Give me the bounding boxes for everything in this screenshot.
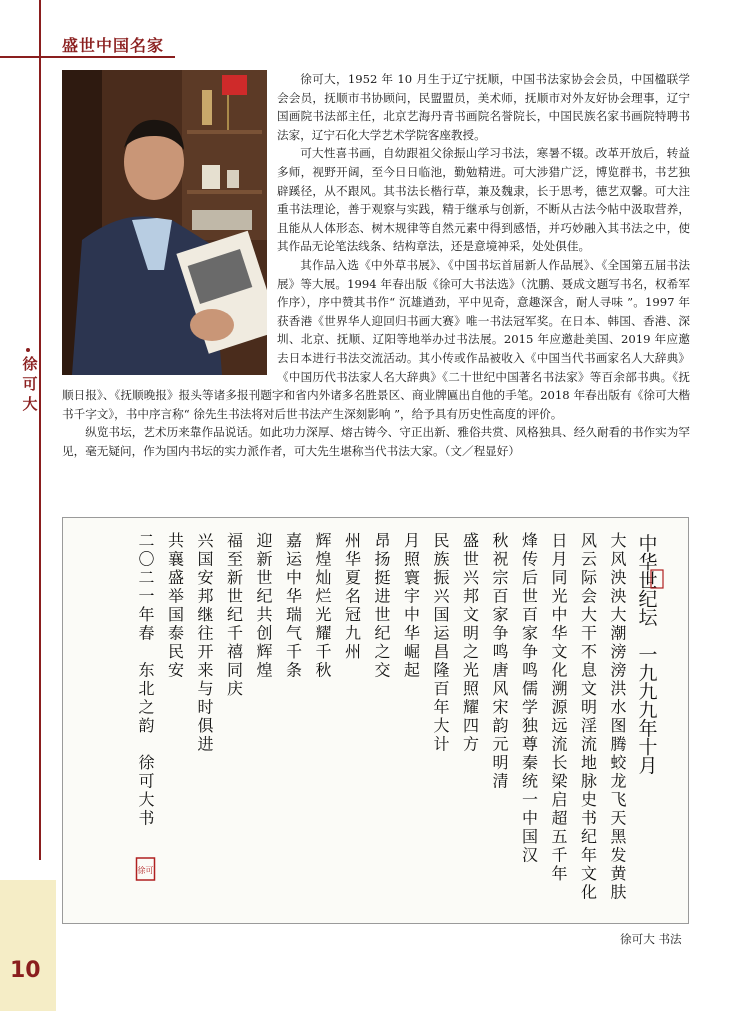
calligraphy-char: 共 (167, 531, 185, 550)
calligraphy-char: 风 (580, 531, 598, 550)
calligraphy-char: 之 (138, 697, 155, 717)
calligraphy-char: 宗 (492, 568, 509, 587)
top-horizontal-rule (0, 56, 175, 58)
calligraphy-char: 超 (551, 808, 568, 828)
calligraphy-char: 州 (344, 642, 362, 661)
page-corner-block (0, 880, 56, 1011)
calligraphy-char: 统 (521, 771, 539, 791)
calligraphy-canvas (63, 518, 688, 923)
calligraphy-char: 华 (403, 623, 421, 643)
calligraphy-char: 泱 (610, 586, 627, 606)
calligraphy-char: 秋 (492, 531, 509, 550)
calligraphy-char: 纪 (374, 623, 391, 643)
calligraphy-char: 气 (285, 623, 303, 643)
calligraphy-char: 煌 (315, 549, 332, 569)
calligraphy-char: 年 (433, 697, 450, 717)
calligraphy-char: 辉 (315, 531, 332, 550)
calligraphy-char: 云 (580, 549, 598, 569)
calligraphy-char: 至 (226, 549, 244, 569)
calligraphy-char: 传 (521, 549, 539, 569)
calligraphy-char: 泱 (610, 568, 627, 587)
calligraphy-char: 蛟 (610, 753, 627, 772)
calligraphy-char: 宋 (492, 697, 509, 717)
calligraphy-char: 中 (521, 808, 539, 828)
calligraphy-column (433, 531, 450, 754)
calligraphy-char: 辉 (256, 642, 273, 661)
calligraphy-char: 图 (610, 716, 627, 735)
calligraphy-char: 进 (197, 734, 214, 754)
calligraphy-char: 流 (551, 734, 568, 754)
calligraphy-char: 天 (610, 808, 627, 828)
calligraphy-char: 儒 (521, 679, 539, 698)
calligraphy-char: 世 (462, 549, 480, 569)
calligraphy-char: 运 (285, 549, 303, 569)
left-vertical-rule (39, 0, 41, 860)
calligraphy-char: 烂 (315, 586, 332, 606)
calligraphy-char: 唐 (492, 660, 509, 680)
sidebar-dot (26, 348, 30, 352)
calligraphy-char: 鸣 (521, 660, 539, 680)
calligraphy-char: 之 (374, 642, 391, 661)
calligraphy-char: 邦 (197, 586, 214, 606)
calligraphy-char: 照 (403, 549, 421, 569)
calligraphy-char: 独 (521, 716, 539, 735)
calligraphy-char: 徐 (138, 753, 155, 772)
calligraphy-char: 东 (138, 660, 155, 680)
calligraphy-char: 月 (638, 755, 658, 777)
calligraphy-char: 世 (374, 605, 391, 624)
calligraphy-char: 世 (638, 570, 658, 592)
calligraphy-char: 同 (551, 568, 568, 587)
calligraphy-column (463, 531, 480, 754)
calligraphy-char: 风 (610, 549, 627, 569)
calligraphy-char: 一 (521, 790, 539, 809)
calligraphy-char: 风 (492, 679, 509, 698)
calligraphy-char: 脉 (580, 771, 598, 791)
calligraphy-char: 国 (433, 605, 450, 624)
calligraphy-char: 耀 (315, 623, 332, 643)
calligraphy-char: 之 (462, 642, 480, 661)
calligraphy-char: 清 (492, 771, 509, 791)
calligraphy-char: 光 (315, 605, 332, 624)
calligraphy-char: 民 (433, 531, 450, 550)
calligraphy-char: 盛 (462, 531, 480, 550)
calligraphy-char: 二 (138, 531, 155, 550)
calligraphy-char: 族 (433, 549, 450, 569)
calligraphy-char: 昌 (433, 642, 450, 661)
calligraphy-char: 昂 (374, 531, 391, 550)
calligraphy-char: 来 (197, 660, 214, 680)
calligraphy-char: 五 (551, 827, 568, 846)
calligraphy-char: 世 (256, 568, 273, 587)
calligraphy-char: 文 (580, 679, 598, 698)
calligraphy-column (610, 531, 627, 902)
calligraphy-char: 新 (256, 549, 273, 569)
calligraphy-char: 化 (551, 660, 568, 680)
calligraphy-char: 月 (403, 531, 421, 550)
calligraphy-artwork (62, 517, 689, 924)
calligraphy-column (256, 531, 272, 680)
calligraphy-char: 启 (551, 790, 568, 809)
calligraphy-column (197, 531, 214, 754)
bio-paragraph-study: 可大性喜书画，自幼跟祖父徐振山学习书法，寒暑不辍。改革开放后，转益多师，视野开阔，至今日日临池，勤勉精进。可大涉猎广泛，博览群书，书艺独辟蹊径，从不跟风。其书法长楷行草，兼及魏隶，长于思考，德艺双馨。可大注重书法理论，善于观察与实践，精于继承与创新，不断从古法今帖中汲取营养，且能从人体形态、树木规律等自然元素中得到感悟，并巧妙融入其书法之中，使其作品无论笔法线条、结构章法，还是意境神采，处处俱佳。 (277, 146, 690, 254)
calligraphy-char: 日 (551, 531, 568, 550)
calligraphy-char: 家 (492, 605, 509, 624)
calligraphy-char: 干 (580, 623, 598, 643)
calligraphy-char: 世 (521, 586, 539, 606)
calligraphy-char: 光 (551, 586, 568, 606)
calligraphy-char: 起 (403, 660, 421, 680)
calligraphy-char: 安 (197, 568, 214, 587)
calligraphy-char: 秋 (315, 660, 332, 680)
calligraphy-char: 九 (638, 699, 658, 722)
calligraphy-char: 化 (580, 882, 598, 902)
calligraphy-char: 光 (462, 660, 480, 680)
calligraphy-char: 秦 (521, 753, 539, 772)
calligraphy-column (404, 531, 421, 680)
calligraphy-char: 往 (197, 623, 214, 643)
calligraphy-char: 滂 (610, 660, 627, 680)
calligraphy-char: 冠 (344, 605, 362, 624)
calligraphy-char: 挺 (374, 568, 391, 587)
calligraphy-char: 肤 (610, 882, 627, 902)
calligraphy-char: 黄 (610, 864, 627, 883)
calligraphy-char: 韵 (138, 716, 155, 735)
calligraphy-char: 福 (226, 531, 244, 550)
calligraphy-char: 华 (638, 551, 658, 574)
calligraphy-char: 嘉 (285, 531, 303, 550)
calligraphy-char: 黑 (610, 827, 627, 846)
calligraphy-char: 大 (433, 716, 450, 735)
calligraphy-char: 同 (226, 660, 244, 680)
calligraphy-char: 九 (638, 662, 658, 685)
calligraphy-char: 兴 (197, 531, 214, 550)
calligraphy-char: 烽 (521, 531, 539, 550)
calligraphy-char: 大 (580, 605, 598, 624)
calligraphy-column (138, 531, 154, 828)
calligraphy-char: 腾 (610, 734, 627, 754)
calligraphy-column (374, 531, 390, 680)
calligraphy-char: 坛 (638, 607, 658, 629)
calligraphy-char: 可 (138, 771, 155, 791)
calligraphy-char: 中 (638, 533, 658, 555)
calligraphy-char: 汉 (521, 845, 539, 865)
calligraphy-char: 开 (197, 642, 214, 661)
calligraphy-char: 争 (521, 642, 539, 661)
calligraphy-char: 邦 (462, 586, 480, 606)
calligraphy-char: 九 (344, 623, 362, 643)
calligraphy-char: 盛 (167, 568, 185, 587)
calligraphy-char: 纪 (226, 605, 244, 624)
calligraphy-char: 年 (551, 864, 568, 883)
calligraphy-column (227, 531, 243, 698)
calligraphy-char: 文 (580, 864, 598, 883)
calligraphy-char: 年 (580, 845, 598, 865)
calligraphy-char: 百 (521, 605, 539, 624)
calligraphy-char: 明 (580, 697, 598, 717)
calligraphy-char: 隆 (433, 660, 450, 680)
calligraphy-char: 世 (226, 586, 244, 606)
calligraphy-char: 创 (256, 623, 273, 643)
bio-paragraph-works: 其作品入选《中外草书展》、《中国书坛首届新人作品展》、《全国第五届书法展》等大展。1994 年春出版《徐可大书法选》（沈鹏、聂成文题写书名，权希军作序），序中赞其书作“ 沉雄遒劲，平中见奇，意趣深含，耐人寻味 ”。1997 年获香港《世界华人迎回归书画大赛》唯一书法冠军奖。在日本、韩国、香港、深圳、北京、抚顺、辽阳等地举办过书法展。2015 年应邀赴美国、2019 年应邀去日本进行书法交流活动。其小传或作品被收入《中国当代书画家名人大辞典》《中国历代书法家人名大辞典》《二十世纪中国著名书法家》等百余部书典。《抚顺日报》、《抚顺晚报》报头等诸多报刊题字和省内外诸多名胜景区、商业牌匾出自他的手笔。2018 年春出版有《徐可大楷书千字文》，书中序言称“ 徐先生书法将对后世书法产生深刻影响 ”，给予具有历史性高度的评价。 (62, 257, 690, 421)
calligraphy-char: 会 (580, 586, 598, 606)
calligraphy-char: 交 (374, 660, 391, 680)
page-number: 10 (10, 958, 41, 983)
calligraphy-char: 发 (610, 845, 627, 865)
calligraphy-char: 条 (285, 660, 303, 680)
calligraphy-char: 纪 (638, 588, 658, 611)
calligraphy-char: 源 (551, 697, 568, 717)
calligraphy-char: 文 (551, 642, 568, 661)
calligraphy-char: 举 (167, 586, 185, 606)
calligraphy-column (492, 531, 508, 791)
calligraphy-char: 百 (433, 679, 450, 698)
calligraphy-char: 梁 (551, 771, 568, 791)
section-header: 盛世中国名家 (62, 36, 165, 55)
calligraphy-char: 迎 (256, 531, 273, 550)
calligraphy-char: 明 (492, 753, 509, 772)
calligraphy-char: 水 (610, 697, 627, 717)
calligraphy-char: 年 (138, 605, 155, 624)
calligraphy-char: 襄 (167, 549, 185, 569)
calligraphy-char: 尊 (521, 734, 539, 754)
calligraphy-char: 禧 (226, 642, 244, 661)
calligraphy-char: 大 (138, 790, 155, 809)
calligraphy-char: 与 (197, 679, 214, 698)
calligraphy-char: 共 (256, 605, 273, 624)
calligraphy-column (551, 531, 568, 883)
calligraphy-char: 华 (344, 549, 362, 569)
calligraphy-char: 瑞 (285, 605, 303, 624)
calligraphy-column (581, 531, 598, 902)
calligraphy-char: 中 (285, 568, 303, 587)
calligraphy-char: 照 (462, 679, 480, 698)
calligraphy-char: 国 (167, 605, 185, 624)
calligraphy-char: 千 (551, 845, 568, 865)
calligraphy-column (168, 531, 184, 680)
artwork-caption: 徐可大 书法 (620, 932, 682, 946)
calligraphy-char: 争 (492, 623, 509, 643)
calligraphy-char: 振 (433, 568, 450, 587)
calligraphy-char: 息 (580, 660, 598, 680)
calligraphy-char: 进 (374, 586, 391, 606)
calligraphy-char: 崛 (403, 642, 421, 661)
calligraphy-char: 九 (638, 681, 658, 703)
calligraphy-char: 明 (462, 623, 480, 643)
calligraphy-char: 庆 (226, 679, 244, 698)
calligraphy-column (286, 531, 303, 680)
calligraphy-char: 洪 (610, 679, 627, 698)
calligraphy-char: 大 (610, 531, 627, 550)
calligraphy-char: 泰 (167, 623, 185, 643)
bio-paragraph-summary: 纵览书坛，艺术历来靠作品说话。如此功力深厚、熔古铸今、守正出新、雅俗共赏、风格独具、经久耐看的书作实为罕见，毫无疑问，作为国内书坛的实力派作者，可大先生堪称当代书法大家。（文／程显好） (62, 425, 690, 458)
calligraphy-char: 华 (551, 623, 568, 643)
calligraphy-char: 二 (138, 568, 155, 587)
calligraphy-char: 耀 (462, 697, 480, 717)
sidebar-artist-name: 徐可大 (22, 355, 38, 413)
calligraphy-char: 中 (551, 605, 568, 624)
calligraphy-char: 兴 (433, 586, 450, 606)
calligraphy-char: 文 (462, 605, 480, 624)
calligraphy-char: 地 (580, 753, 598, 772)
calligraphy-char: 继 (197, 605, 214, 624)
calligraphy-char: 长 (551, 753, 568, 772)
calligraphy-char: 淫 (580, 716, 598, 735)
bio-paragraph-intro: 徐可大，1952 年 10 月生于辽宁抚顺，中国书法家协会会员，中国楹联学会会员，抚顺市书协顾问，民盟盟员，美术师，抚顺市对外友好协会理事，辽宁国画院书法部主任，北京艺海丹青书画院名誉院长，中国民族名家书画院特聘书法家，辽宁石化大学艺术学院客座教授。 (277, 72, 690, 142)
calligraphy-char: 宇 (403, 586, 421, 606)
calligraphy-char: 飞 (610, 790, 627, 809)
artist-biography (62, 70, 690, 460)
calligraphy-char: 四 (462, 716, 480, 735)
calligraphy-char: 一 (638, 644, 658, 666)
seal-stamp-text: 徐可 (137, 866, 154, 875)
calligraphy-char: 运 (433, 623, 450, 643)
calligraphy-char: 夏 (344, 568, 362, 587)
calligraphy-char: 州 (344, 531, 362, 550)
calligraphy-char: 新 (226, 568, 244, 587)
calligraphy-char: 国 (197, 549, 214, 569)
calligraphy-char: 一 (138, 586, 155, 606)
calligraphy-char: 计 (433, 734, 450, 754)
calligraphy-char: 俱 (197, 716, 214, 735)
calligraphy-char: 史 (580, 790, 598, 809)
calligraphy-char: 龙 (610, 771, 627, 791)
calligraphy-char: 大 (610, 605, 627, 624)
calligraphy-char: 鸣 (492, 642, 509, 661)
calligraphy-char: 远 (551, 716, 568, 735)
calligraphy-char: 纪 (256, 586, 273, 606)
calligraphy-char: 祝 (492, 549, 509, 569)
calligraphy-char: 扬 (374, 549, 391, 569)
calligraphy-char: 兴 (462, 568, 480, 587)
calligraphy-char: 元 (492, 734, 509, 754)
calligraphy-char: 后 (521, 568, 539, 587)
calligraphy-char: 学 (521, 697, 539, 717)
calligraphy-char: 书 (580, 808, 598, 828)
calligraphy-char: 十 (638, 736, 658, 759)
calligraphy-char: 书 (138, 808, 155, 828)
calligraphy-char: 中 (403, 605, 421, 624)
calligraphy-char: 春 (138, 623, 155, 643)
calligraphy-column (315, 531, 331, 680)
calligraphy-char: 千 (315, 642, 332, 661)
calligraphy-char: 滂 (610, 642, 627, 661)
calligraphy-char: 灿 (315, 568, 332, 587)
calligraphy-char: 〇 (138, 549, 155, 569)
calligraphy-char: 纪 (580, 827, 598, 846)
calligraphy-char: 潮 (610, 623, 627, 643)
calligraphy-char: 家 (521, 623, 539, 643)
calligraphy-column (345, 531, 361, 661)
calligraphy-char: 百 (492, 586, 509, 606)
calligraphy-char: 寰 (403, 568, 421, 587)
calligraphy-column (522, 531, 539, 865)
calligraphy-char: 时 (197, 697, 214, 717)
calligraphy-char: 流 (580, 734, 598, 754)
calligraphy-char: 年 (638, 718, 658, 740)
calligraphy-char: 华 (285, 586, 303, 606)
calligraphy-char: 不 (580, 642, 598, 661)
calligraphy-char: 际 (580, 568, 598, 587)
calligraphy-char: 韵 (492, 716, 509, 735)
calligraphy-char: 国 (521, 827, 539, 846)
calligraphy-char: 月 (551, 549, 568, 569)
calligraphy-char: 民 (167, 642, 185, 661)
calligraphy-char: 方 (462, 734, 480, 754)
calligraphy-char: 北 (138, 679, 155, 698)
calligraphy-char: 溯 (551, 679, 568, 698)
calligraphy-char: 名 (344, 586, 362, 606)
calligraphy-char: 安 (167, 660, 185, 680)
calligraphy-char: 千 (285, 642, 303, 661)
calligraphy-char: 煌 (256, 660, 273, 680)
calligraphy-char: 千 (226, 623, 244, 643)
